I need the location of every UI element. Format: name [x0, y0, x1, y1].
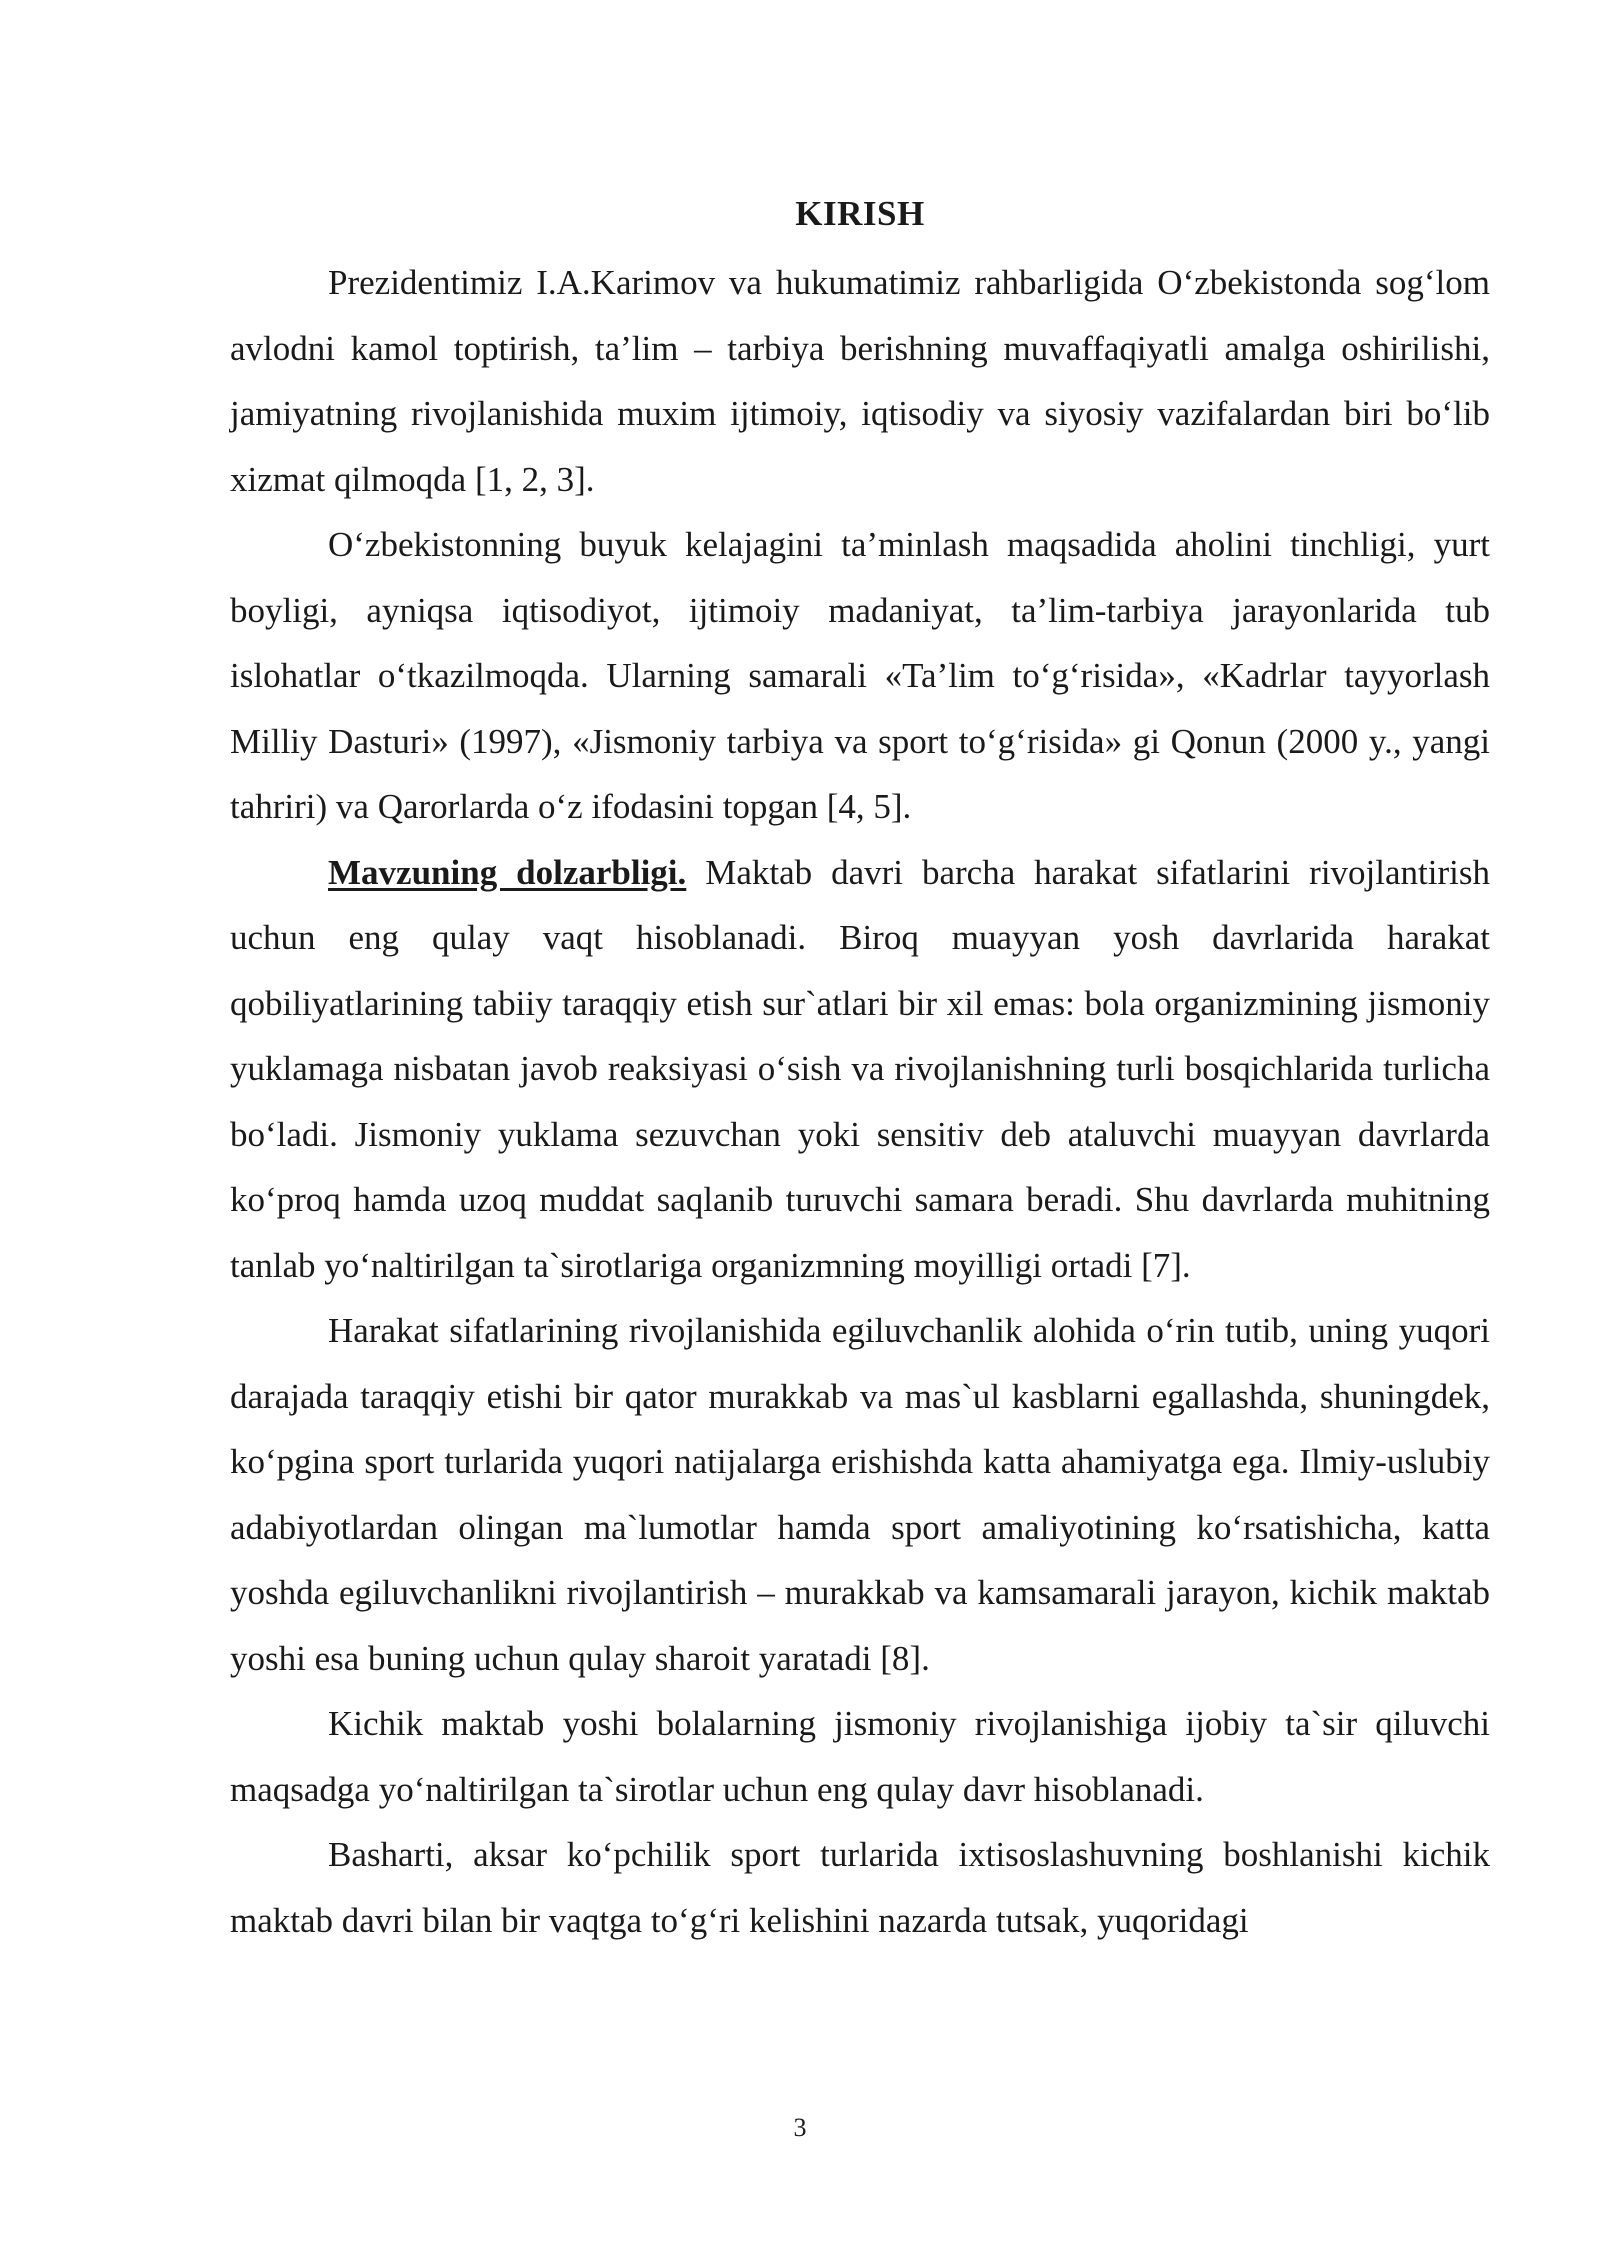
paragraph-2 [230, 512, 1490, 840]
paragraph-4 [230, 1298, 1490, 1691]
paragraph-1 [230, 250, 1490, 512]
paragraph-text: Kichik maktab yoshi bolalarning jismoniy rivojlanishiga ijobiy ta`sir qiluvchi maqsadga yo‘naltirilgan ta`sirotlar uchun eng qulay davr hisoblanadi. [230, 1704, 1490, 1809]
paragraph-5 [230, 1691, 1490, 1822]
page-body [230, 186, 1490, 1953]
paragraph-6 [230, 1822, 1490, 1953]
paragraph-text: Prezidentimiz I.A.Karimov va hukumatimiz rahbarligida O‘zbekistonda sog‘lom avlodni kamol toptirish, ta’lim – tarbiya berishning muvaffaqiyatli amalga oshirilishi, jamiyatning rivojlanishida muxim ijtimoiy, iqtisodiy va siyosiy vazifalardan biri bo‘lib xizmat qilmoqda [1, 2, 3]. [230, 263, 1490, 499]
paragraph-text: Maktab davri barcha harakat sifatlarini rivojlantirish uchun eng qulay vaqt hisoblanadi. Biroq muayyan yosh davrlarida harakat qobiliyatlarining tabiiy taraqqiy etish sur`atlari bir xil emas: bola organizmining jismoniy yuklamaga nisbatan javob reaksiyasi o‘sish va rivojlanishning turli bosqichlarida turlicha bo‘ladi. Jismoniy yuklama sezuvchan yoki sensitiv deb ataluvchi muayyan davrlarda ko‘proq hamda uzoq muddat saqlanib turuvchi samara beradi. Shu davrlarda muhitning tanlab yo‘naltirilgan ta`sirotlariga organizmning moyilligi ortadi [7]. [230, 852, 1490, 1285]
paragraph-text: O‘zbekistonning buyuk kelajagini ta’minlash maqsadida aholini tinchligi, yurt boyligi, ayniqsa iqtisodiyot, ijtimoiy madaniyat, ta’lim-tarbiya jarayonlarida tub islohatlar o‘tkazilmoqda. Ularning samarali «Ta’lim to‘g‘risida», «Kadrlar tayyorlash Milliy Dasturi» (1997), «Jismoniy tarbiya va sport to‘g‘risida» gi Qonun (2000 y., yangi tahriri) va Qarorlarda o‘z ifodasini topgan [4, 5]. [230, 525, 1490, 826]
section-lead-heading: Mavzuning dolzarbligi. [328, 852, 687, 892]
page-title: KIRISH [795, 194, 925, 233]
page-number: 3 [793, 2113, 807, 2142]
paragraph-text: Harakat sifatlarining rivojlanishida egiluvchanlik alohida o‘rin tutib, uning yuqori darajada taraqqiy etishi bir qator murakkab va mas`ul kasblarni egallashda, shuningdek, ko‘pgina sport turlarida yuqori natijalarga erishishda katta ahamiyatga ega. Ilmiy-uslubiy adabiyotlardan olingan ma`lumotlar hamda sport amaliyotining ko‘rsatishicha, katta yoshda egiluvchanlikni rivojlantirish – murakkab va kamsamarali jarayon, kichik maktab yoshi esa buning uchun qulay sharoit yaratadi [8]. [230, 1311, 1490, 1678]
paragraph-3 [230, 840, 1490, 1299]
paragraph-text: Basharti, aksar ko‘pchilik sport turlarida ixtisoslashuvning boshlanishi kichik maktab davri bilan bir vaqtga to‘g‘ri kelishini nazarda tutsak, yuqoridagi [230, 1835, 1490, 1940]
